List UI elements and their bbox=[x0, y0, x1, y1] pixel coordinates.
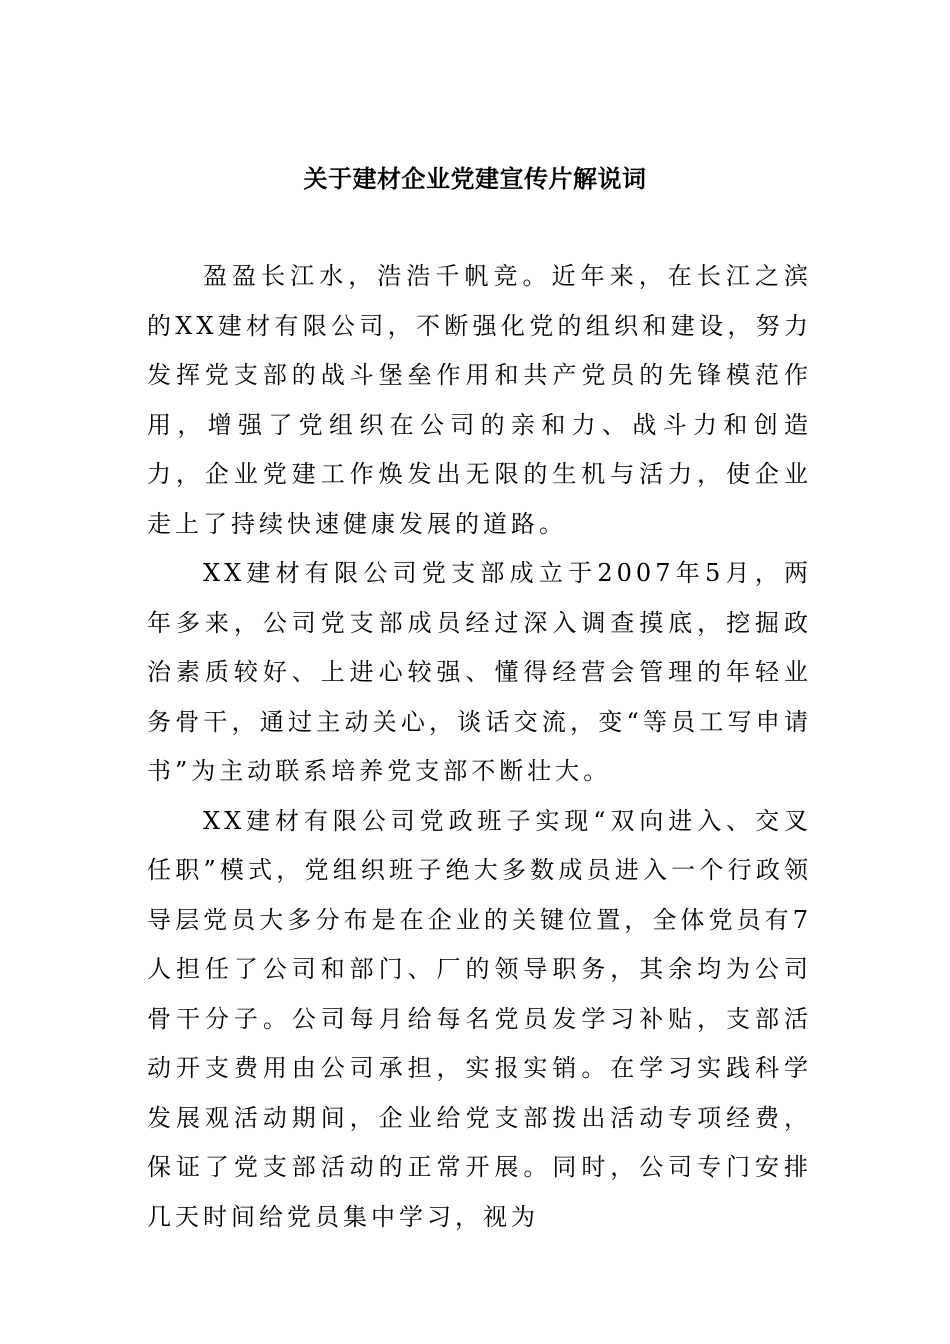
document-title: 关于建材企业党建宣传片解说词 bbox=[303, 164, 647, 193]
document-body bbox=[147, 252, 812, 1242]
paragraph-2: XX建材有限公司党支部成立于2007年5月，两年多来，公司党支部成员经过深入调查摸底，挖掘政治素质较好、上进心较强、懂得经营会管理的年轻业务骨干，通过主动关心，谈话交流，变“等员工写申请书”为主动联系培养党支部不断壮大。 bbox=[147, 559, 812, 785]
paragraph-1: 盈盈长江水，浩浩千帆竞。近年来，在长江之滨的XX建材有限公司，不断强化党的组织和建设，努力发挥党支部的战斗堡垒作用和共产党员的先锋模范作用，增强了党组织在公司的亲和力、战斗力和创造力，企业党建工作焕发出无限的生机与活力，使企业走上了持续快速健康发展的道路。 bbox=[147, 262, 812, 538]
paragraph-3: XX建材有限公司党政班子实现“双向进入、交叉任职”模式，党组织班子绝大多数成员进入一个行政领导层党员大多分布是在企业的关键位置，全体党员有7人担任了公司和部门、厂的领导职务，其余均为公司骨干分子。公司每月给每名党员发学习补贴，支部活动开支费用由公司承担，实报实销。在学习实践科学发展观活动期间，企业给党支部拨出活动专项经费，保证了党支部活动的正常开展。同时，公司专门安排几天时间给党员集中学习，视为 bbox=[147, 806, 812, 1231]
